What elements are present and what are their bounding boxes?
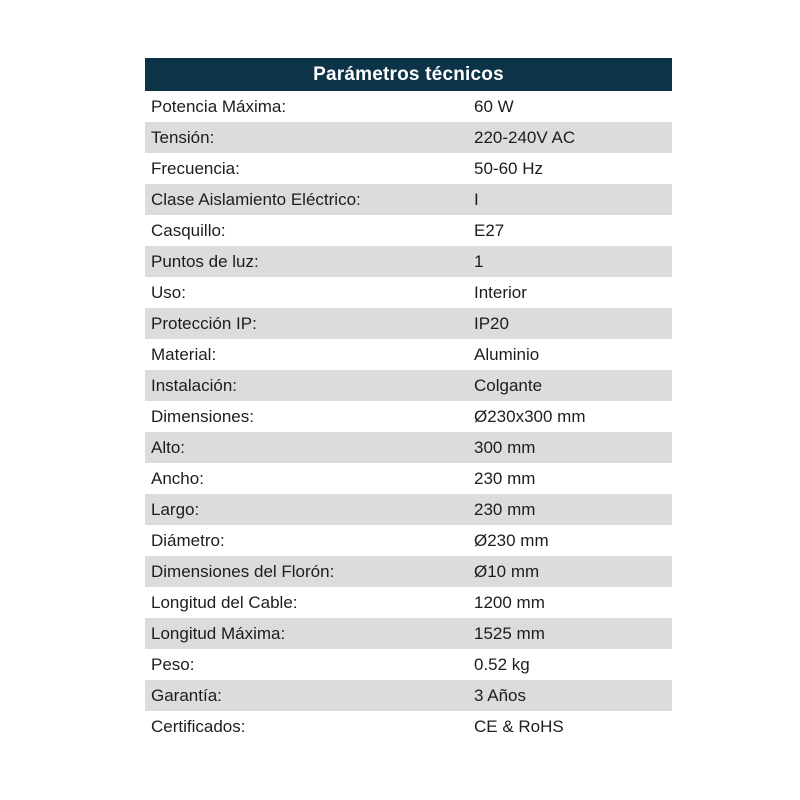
spec-row	[145, 556, 672, 587]
spec-value: 1	[474, 251, 484, 271]
spec-label: Dimensiones del Florón:	[151, 561, 335, 581]
spec-row	[145, 91, 672, 122]
spec-label: Diámetro:	[151, 530, 225, 550]
spec-row	[145, 618, 672, 649]
spec-label: Alto:	[151, 437, 186, 457]
spec-row	[145, 308, 672, 339]
spec-value: Ø10 mm	[474, 561, 540, 581]
spec-row	[145, 649, 672, 680]
spec-row	[145, 525, 672, 556]
spec-value: Ø230 mm	[474, 530, 549, 550]
spec-label: Ancho:	[151, 468, 204, 488]
spec-row	[145, 711, 672, 742]
spec-row	[145, 277, 672, 308]
spec-label: Material:	[151, 344, 217, 364]
spec-row	[145, 680, 672, 711]
spec-value: 50-60 Hz	[474, 158, 543, 178]
spec-label: Dimensiones:	[151, 406, 254, 426]
spec-value: 1525 mm	[474, 623, 545, 643]
spec-row	[145, 494, 672, 525]
spec-label: Tensión:	[151, 127, 215, 147]
spec-label: Instalación:	[151, 375, 237, 395]
spec-row	[145, 401, 672, 432]
spec-value: CE & RoHS	[474, 716, 564, 736]
spec-value: 0.52 kg	[474, 654, 530, 674]
spec-row	[145, 184, 672, 215]
spec-row	[145, 463, 672, 494]
spec-value: 230 mm	[474, 499, 536, 519]
spec-label: Peso:	[151, 654, 195, 674]
spec-label: Uso:	[151, 282, 186, 302]
spec-row	[145, 587, 672, 618]
spec-row	[145, 339, 672, 370]
spec-row	[145, 153, 672, 184]
technical-parameters-table	[145, 58, 672, 742]
spec-label: Longitud del Cable:	[151, 592, 298, 612]
spec-label: Protección IP:	[151, 313, 257, 333]
spec-value: I	[474, 189, 479, 209]
spec-value: 220-240V AC	[474, 127, 576, 147]
spec-row	[145, 215, 672, 246]
spec-label: Potencia Máxima:	[151, 96, 287, 116]
table-body	[145, 91, 672, 742]
spec-value: Interior	[474, 282, 527, 302]
spec-value: 3 Años	[474, 685, 526, 705]
spec-label: Certificados:	[151, 716, 246, 736]
spec-label: Casquillo:	[151, 220, 226, 240]
spec-row	[145, 246, 672, 277]
spec-label: Longitud Máxima:	[151, 623, 286, 643]
spec-row	[145, 432, 672, 463]
spec-value: 300 mm	[474, 437, 536, 457]
spec-value: 60 W	[474, 96, 514, 116]
spec-label: Puntos de luz:	[151, 251, 259, 271]
spec-value: Colgante	[474, 375, 543, 395]
spec-label: Frecuencia:	[151, 158, 240, 178]
spec-row	[145, 370, 672, 401]
spec-value: IP20	[474, 313, 509, 333]
spec-label: Largo:	[151, 499, 200, 519]
spec-value: Ø230x300 mm	[474, 406, 586, 426]
spec-row	[145, 122, 672, 153]
spec-value: E27	[474, 220, 505, 240]
table-title: Parámetros técnicos	[145, 58, 672, 91]
spec-value: Aluminio	[474, 344, 540, 364]
spec-value: 230 mm	[474, 468, 536, 488]
spec-value: 1200 mm	[474, 592, 545, 612]
spec-label: Clase Aislamiento Eléctrico:	[151, 189, 361, 209]
spec-label: Garantía:	[151, 685, 222, 705]
